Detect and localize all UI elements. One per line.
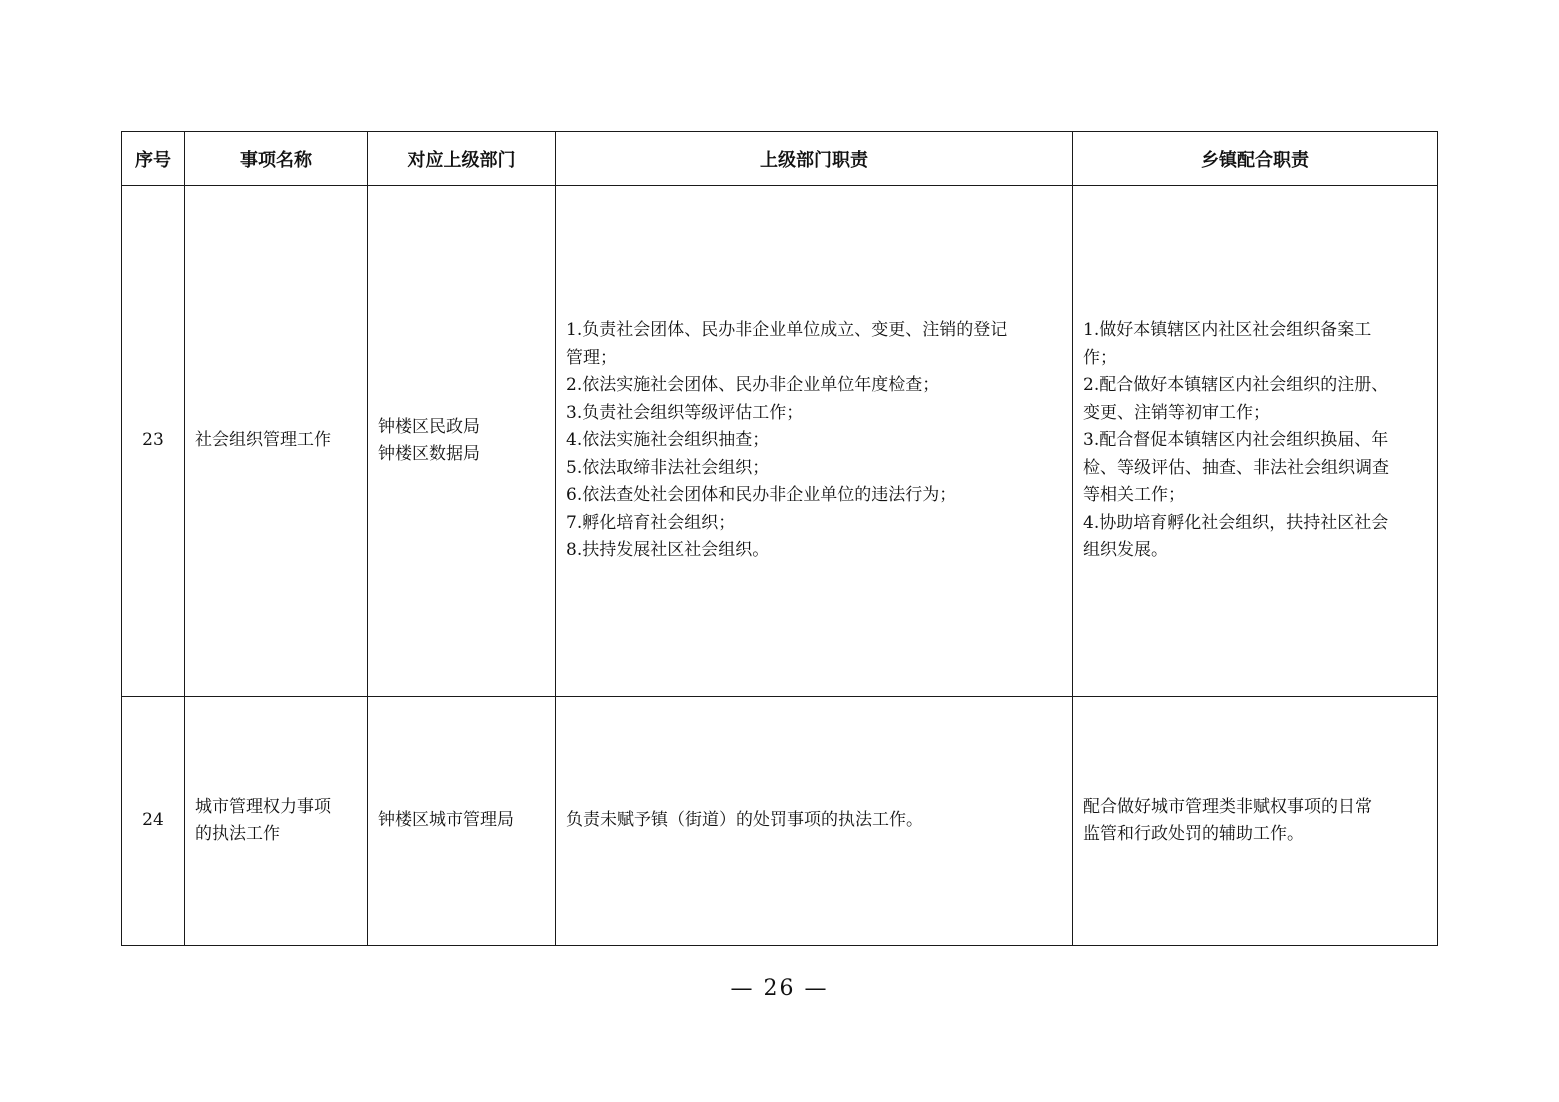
upper-duty-line: 3.负责社会组织等级评估工作；: [566, 402, 804, 423]
duties-table: [121, 131, 1438, 946]
upper-duty-line: 1.负责社会团体、民办非企业单位成立、变更、注销的登记: [566, 320, 1008, 341]
town-duty-line: 1.做好本镇辖区内社区社会组织备案工: [1083, 320, 1372, 341]
town-duty-line: 2.配合做好本镇辖区内社会组织的注册、: [1083, 375, 1389, 396]
header-department: 对应上级部门: [368, 132, 556, 186]
item-name-line: 城市管理权力事项: [195, 796, 331, 817]
row-seq: 24: [122, 697, 185, 946]
town-duty-line: 检、等级评估、抽查、非法社会组织调查: [1083, 457, 1389, 478]
upper-duty-line: 4.依法实施社会组织抽查；: [566, 430, 770, 451]
header-seq: 序号: [122, 132, 185, 186]
department-line: 钟楼区数据局: [378, 444, 480, 464]
row-departments: [368, 186, 556, 697]
upper-duty-line: 5.依法取缔非法社会组织；: [566, 457, 770, 478]
page-number: — 26 —: [730, 976, 829, 1001]
table-row: [122, 697, 1438, 946]
town-duty-line: 组织发展。: [1083, 540, 1168, 561]
row-item-name: [185, 186, 368, 697]
upper-duty-line: 负责未赋予镇（街道）的处罚事项的执法工作。: [566, 810, 923, 831]
row-departments: [368, 697, 556, 946]
department-line: 钟楼区民政局: [378, 416, 480, 437]
town-duty-line: 3.配合督促本镇辖区内社会组织换届、年: [1083, 430, 1389, 451]
town-duty-line: 变更、注销等初审工作；: [1083, 402, 1270, 423]
department-line: 钟楼区城市管理局: [378, 810, 514, 831]
upper-duty-line: 2.依法实施社会团体、民办非企业单位年度检查；: [566, 375, 940, 396]
header-town-duties: 乡镇配合职责: [1073, 132, 1438, 186]
item-name-line: 社会组织管理工作: [195, 430, 331, 451]
upper-duty-line: 7.孵化培育社会组织；: [566, 512, 736, 533]
town-duty-line: 作；: [1083, 347, 1117, 368]
town-duty-line: 配合做好城市管理类非赋权事项的日常: [1083, 796, 1372, 817]
upper-duty-line: 8.扶持发展社区社会组织。: [566, 540, 770, 561]
row-town-duties: [1073, 186, 1438, 697]
upper-duty-line: 6.依法查处社会团体和民办非企业单位的违法行为；: [566, 485, 957, 506]
town-duty-line: 4.协助培育孵化社会组织，扶持社区社会: [1083, 512, 1389, 533]
row-upper-duties: [556, 697, 1073, 946]
table-header-row: [122, 132, 1438, 186]
row-seq: 23: [122, 186, 185, 697]
header-upper-duties: 上级部门职责: [556, 132, 1073, 186]
header-item-name: 事项名称: [185, 132, 368, 186]
row-item-name: [185, 697, 368, 946]
upper-duty-line: 管理；: [566, 347, 617, 368]
town-duty-line: 监管和行政处罚的辅助工作。: [1083, 824, 1304, 844]
row-town-duties: [1073, 697, 1438, 946]
item-name-line: 的执法工作: [195, 824, 280, 844]
table-row: [122, 186, 1438, 697]
town-duty-line: 等相关工作；: [1083, 485, 1185, 506]
row-upper-duties: [556, 186, 1073, 697]
